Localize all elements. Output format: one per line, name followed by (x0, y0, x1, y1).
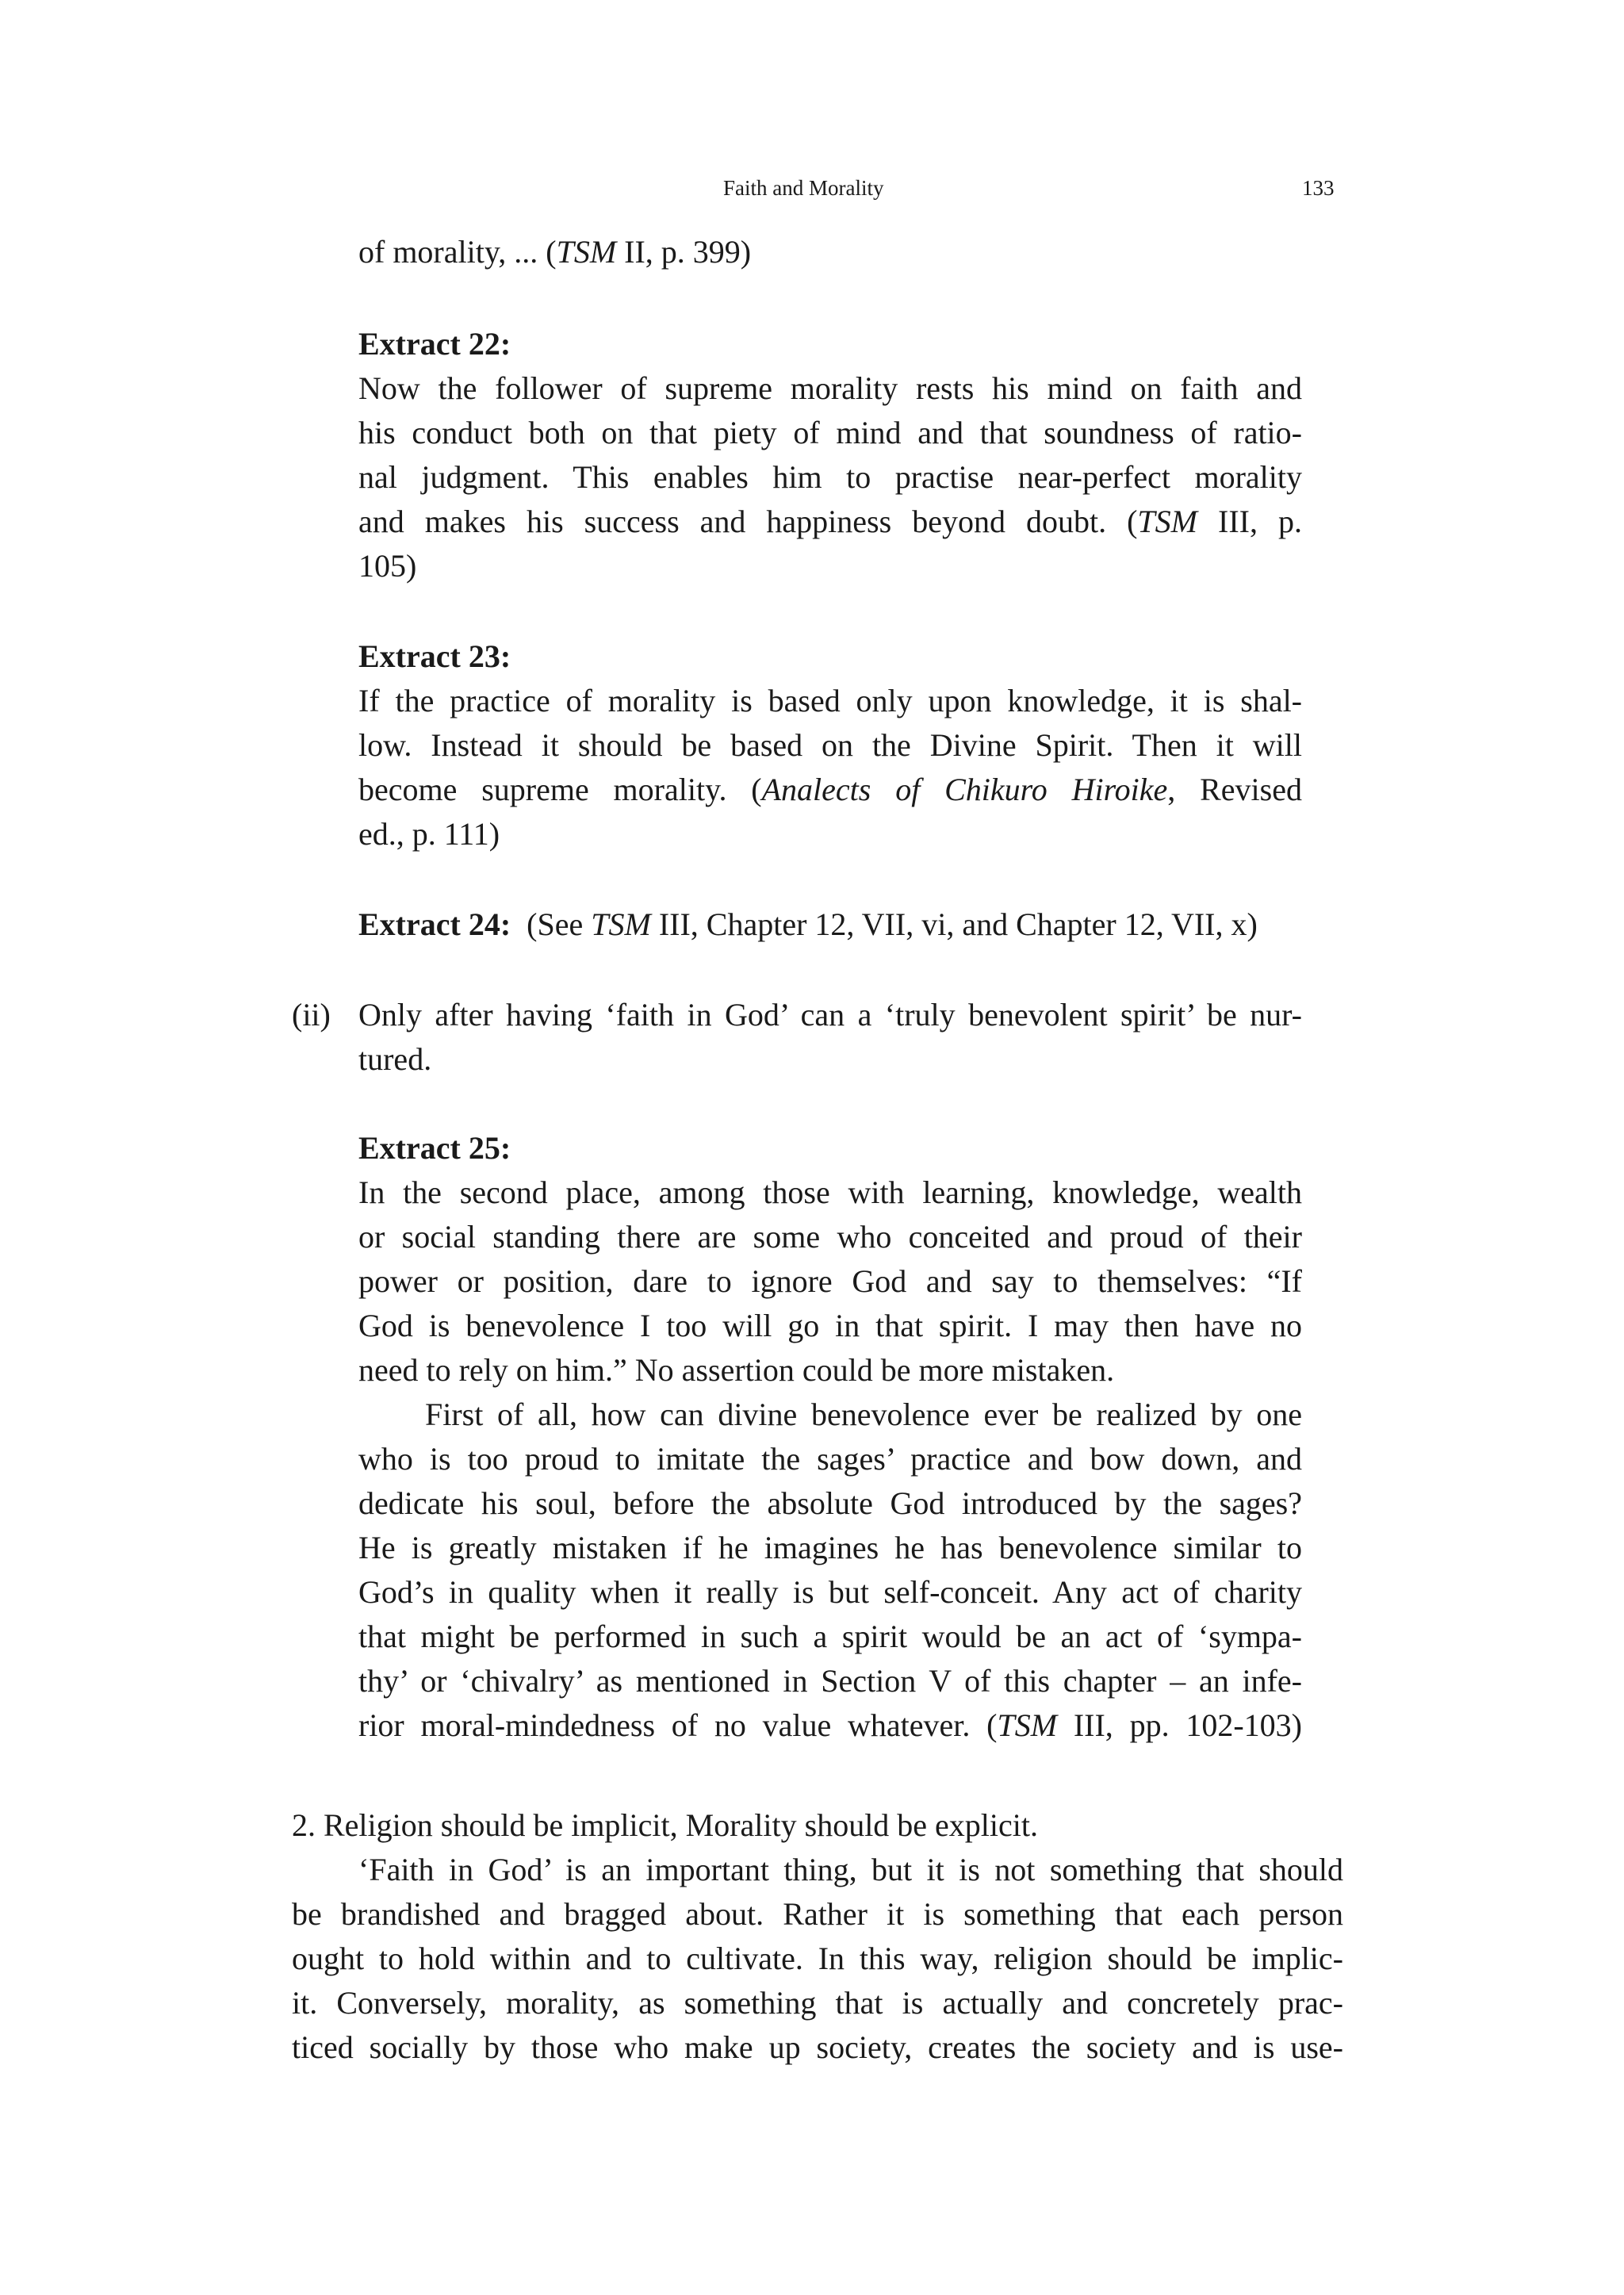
list-marker-ii: (ii) (292, 997, 331, 1033)
continuation-line: of morality, ... (TSM II, p. 399) (358, 234, 752, 270)
page-number: 133 (1302, 176, 1335, 200)
extract-25-heading: Extract 25: (358, 1130, 511, 1166)
section-2-text: ‘Faith in God’ is an important thing, but it is not something that should be brandished and bragged about. Rather it is something that each person ought to hold within and to cultivate. In this way, religion should be implic- it. Conversely, morality, as something that is actually and concretely prac- ticed socially by those who make up society, creates the society and is use- (292, 1852, 1343, 2065)
running-title: Faith and Morality (723, 176, 884, 200)
extract-22-heading: Extract 22: (358, 326, 511, 362)
extract-23-text: If the practice of morality is based only upon knowledge, it is shal- low. Instead it should be based on the Divine Spirit. Then it will become supreme morality. (Analects of Chikuro Hiroike, Revised ed., p. 111) (358, 683, 1302, 852)
extract-24-heading: Extract 24: (358, 906, 511, 942)
extract-25-text: In the second place, among those with learning, knowledge, wealth or social standing there are some who conceited and proud of their power or position, dare to ignore God and say to themselves: “If God is benevolence I too will go in that spirit. I may then have no need to rely on him.” No assertion could be more mistaken. First of all, how can divine benevolence ever be realized by one who is too proud to imitate the sages’ practice and bow down, and dedicate his soul, before the absolute God introduced by the sages? He is greatly mistaken if he imagines he has benevolence similar to God’s in quality when it really is but self-conceit. Any act of charity that might be performed in such a spirit would be an act of ‘sympa- thy’ or ‘chivalry’ as mentioned in Section V of this chapter – an infe- rior moral-mindedness of no value whatever. (TSM III, pp. 102-103) (358, 1174, 1302, 1743)
list-item-ii: Only after having ‘faith in God’ can a ‘truly benevolent spirit’ be nur- tured. (358, 997, 1302, 1077)
extract-23-heading: Extract 23: (358, 638, 511, 674)
extract-24: Extract 24: (See TSM III, Chapter 12, VII, vi, and Chapter 12, VII, x) (358, 906, 1258, 942)
running-head (0, 176, 1624, 208)
extract-22-text: Now the follower of supreme morality rests his mind on faith and his conduct both on that piety of mind and that soundness of ratio- nal judgment. This enables him to practise near-perfect morality and makes his success and happiness beyond doubt. (TSM III, p. 105) (358, 370, 1302, 584)
section-2-heading: 2. Religion should be implicit, Morality should be explicit. (292, 1807, 1039, 1843)
